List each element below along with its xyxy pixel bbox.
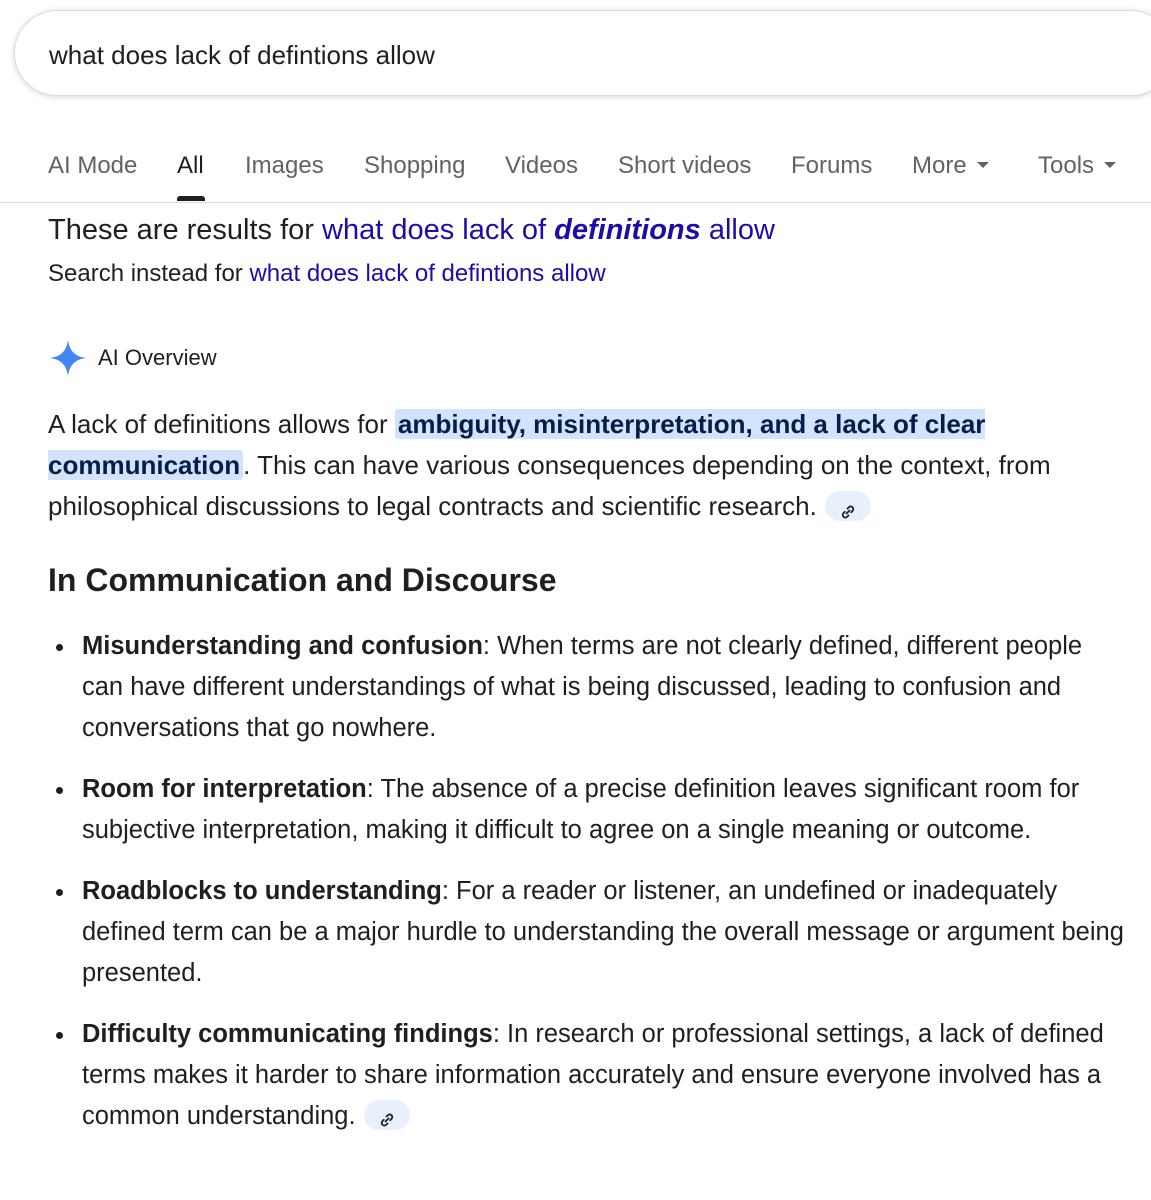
search-box[interactable] bbox=[14, 10, 1151, 96]
tab-tools-label: Tools bbox=[1038, 152, 1095, 179]
section-heading: In Communication and Discourse bbox=[48, 562, 557, 598]
link-icon bbox=[840, 504, 856, 520]
active-tab-indicator bbox=[177, 196, 205, 201]
list-item bbox=[48, 626, 1128, 749]
bullet-text: : In research or professional settings, a lack of defined terms makes it harder to share information accurately and ensure everyone involved has a common understanding. bbox=[82, 1020, 1104, 1130]
intro-highlight[interactable]: ambiguity, misinterpretation, and a lack of clear communication bbox=[48, 409, 986, 480]
bullet-list bbox=[48, 626, 1128, 1157]
corrected-word: definitions bbox=[554, 214, 701, 246]
tab-more[interactable] bbox=[912, 152, 989, 180]
instead-prefix: Search instead for bbox=[48, 260, 243, 287]
intro-suffix: . This can have various consequences depending on the context, from philosophical discussions to legal contracts and scientific research. bbox=[48, 450, 1051, 521]
list-item bbox=[48, 769, 1128, 851]
corrected-query-link[interactable] bbox=[322, 214, 775, 246]
search-instead bbox=[48, 260, 606, 288]
corrected-query-start: what does lack of bbox=[322, 214, 547, 246]
tab-ai-mode[interactable]: AI Mode bbox=[48, 152, 138, 179]
tab-short-videos[interactable]: Short videos bbox=[618, 152, 752, 179]
list-item bbox=[48, 1014, 1128, 1137]
link-icon bbox=[379, 1112, 395, 1128]
bullet-text: : When terms are not clearly defined, different people can have different understandings of what is being discussed, leading to confusion and conversations that go nowhere. bbox=[82, 632, 1083, 742]
bullet-text: : The absence of a precise definition leaves significant room for subjective interpretation, making it difficult to agree on a single meaning or outcome. bbox=[82, 775, 1080, 844]
list-item bbox=[48, 871, 1128, 994]
source-link-button[interactable] bbox=[825, 491, 871, 521]
bullet-title: Difficulty communicating findings bbox=[82, 1020, 493, 1048]
tab-videos[interactable]: Videos bbox=[505, 152, 578, 179]
tab-all[interactable]: All bbox=[177, 152, 204, 179]
tab-forums[interactable]: Forums bbox=[791, 152, 873, 179]
source-link-button[interactable] bbox=[364, 1100, 410, 1130]
tab-more-label: More bbox=[912, 152, 967, 179]
intro-prefix: A lack of definitions allows for bbox=[48, 409, 388, 439]
bullet-title: Room for interpretation bbox=[82, 775, 367, 803]
sparkle-icon bbox=[48, 338, 88, 378]
search-tabs bbox=[0, 140, 1151, 203]
search-input[interactable] bbox=[49, 35, 949, 75]
correction-prefix: These are results for bbox=[48, 214, 314, 246]
tab-images[interactable]: Images bbox=[245, 152, 324, 179]
bullet-title: Misunderstanding and confusion bbox=[82, 632, 483, 660]
ai-overview-header bbox=[48, 336, 217, 380]
bullet-title: Roadblocks to understanding bbox=[82, 877, 442, 905]
ai-overview-intro bbox=[48, 404, 1123, 527]
tab-tools[interactable] bbox=[1038, 152, 1116, 180]
bullet-text: : For a reader or listener, an undefined or inadequately defined term can be a major hurdle to understanding the overall message or argument being presented. bbox=[82, 877, 1124, 987]
tab-shopping[interactable]: Shopping bbox=[364, 152, 466, 179]
original-query-link[interactable]: what does lack of defintions allow bbox=[249, 260, 606, 287]
chevron-down-icon bbox=[977, 162, 989, 168]
spelling-correction bbox=[48, 214, 775, 247]
corrected-query-end: allow bbox=[708, 214, 775, 246]
ai-overview-label: AI Overview bbox=[98, 345, 217, 370]
chevron-down-icon bbox=[1104, 162, 1116, 168]
